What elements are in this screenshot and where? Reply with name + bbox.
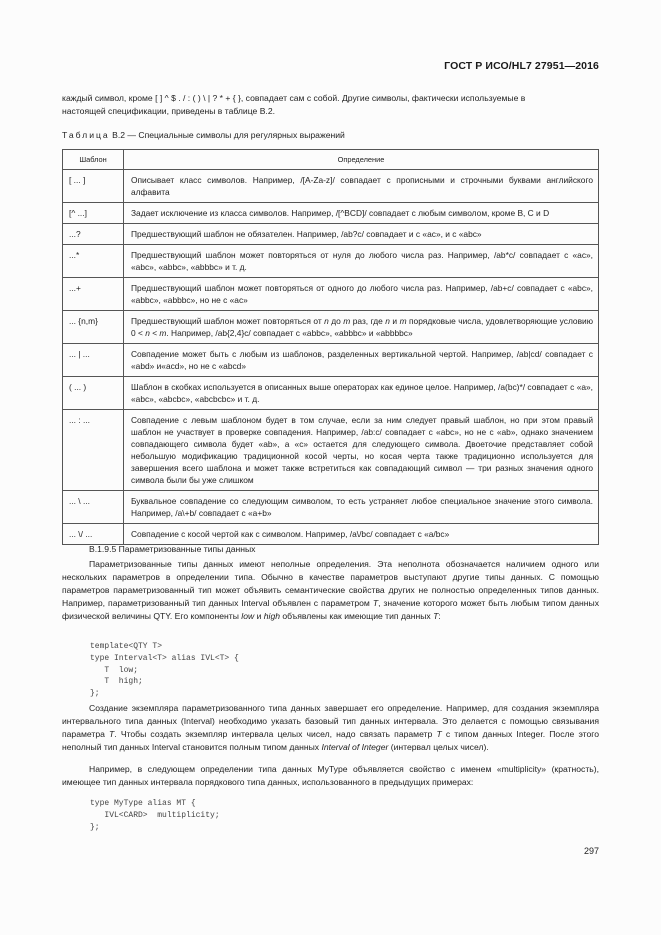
definition-text: . Например, /ab{2,4}c/ совпадает с «abbc», «abbbc» и «abbbbc» [166,328,413,338]
paragraph-text: . Чтобы создать экземпляр интервала целых чисел, надо связать параметр [114,729,437,739]
table-row [63,311,599,344]
pattern-cell: ... \ ... [63,491,124,524]
italic-interval-of-integer: Interval of Integer [321,742,389,752]
definition-cell: Описывает класс символов. Например, /[A-Za-z]/ совпадает с прописными и строчными буквами английского алфавита [124,170,599,203]
code-block-interval [90,641,239,700]
regex-symbols-table [62,149,599,545]
italic-n: n [324,316,329,326]
table-row [63,524,599,545]
section-paragraph-2 [62,702,599,754]
code-line: }; [90,822,100,832]
code-line: type MyType alias MT { [90,799,196,808]
pattern-cell: ... {n,m} [63,311,124,344]
definition-text: раз, где [350,316,386,326]
pattern-cell: ... : ... [63,410,124,491]
intro-line-2: настоящей спецификации, приведены в таблице В.2. [62,106,275,116]
table-row [63,410,599,491]
code-line: T low; [90,665,139,675]
definition-text: до [328,316,344,326]
paragraph-text: объявлены как имеющие тип данных [280,611,434,621]
definition-cell: Совпадение с косой чертой как с символом. Например, /a\/bc/ совпадает с «a/bc» [124,524,599,545]
table-header-row [63,150,599,170]
pattern-cell: ...* [63,245,124,278]
table-row [63,170,599,203]
italic-m: m [399,316,407,326]
definition-text: < [149,328,160,338]
definition-cell: Задает исключение из класса символов. Например, /[^BCD]/ совпадает с любым символом, кроме B, C и D [124,203,599,224]
code-line: }; [90,689,100,699]
table-row [63,203,599,224]
code-line: template<QTY T> [90,642,163,651]
definition-cell: Буквальное совпадение со следующим символом, то есть устраняет любое специальное значение этого символа. Например, /a\+b/ совпадает с «a+b» [124,491,599,524]
pattern-cell: ... \/ ... [63,524,124,545]
pattern-cell: ...? [63,224,124,245]
code-block-mytype [90,798,220,833]
page-number: 297 [583,846,599,856]
intro-paragraph [62,92,599,118]
section-paragraph-1 [62,558,599,623]
definition-cell: Шаблон в скобках используется в описанных выше операторах как единое целое. Например, /a(bc)*/ совпадает с «a», «abc», «abcbc», «abcbcbc» и т. д. [124,377,599,410]
table-row [63,224,599,245]
paragraph-text: с типом данных Integer. После этого неполный тип данных Interval становится полным типом данных [62,729,599,752]
italic-m: m [343,316,351,326]
italic-T: T [436,729,442,739]
table-row [63,278,599,311]
pattern-cell: ... | ... [63,344,124,377]
italic-T: T [433,611,439,621]
column-header-definition: Определение [124,150,599,170]
italic-n: n [385,316,390,326]
definition-cell: Предшествующий шаблон может повторяться от нуля до любого числа раз. Например, /ab*c/ совпадает с «ac», «abc», «abbc», «abbbc» и т. д. [124,245,599,278]
definition-cell: Предшествующий шаблон может повторяться от одного до любого числа раз. Например, /ab+c/ совпадает с «abc», «abbc», «abbbc», но не с «ac» [124,278,599,311]
italic-T: T [109,729,115,739]
paragraph-text: и [254,611,264,621]
code-line: type Interval<T> alias IVL<T> { [90,653,239,663]
italic-T: T [372,598,379,608]
paragraph-text: : [438,611,441,621]
table-row [63,491,599,524]
paragraph-text: , значение которого может быть любым типом данных физической величины QTY. Его компоненты [62,598,599,621]
italic-n: n [145,328,150,338]
italic-low: low [241,611,255,621]
definition-cell [124,311,599,344]
definition-text: порядковые числа, удовлетворяющие условию 0 < [131,316,594,338]
paragraph-text: Параметризованные типы данных имеют неполные определения. Эта неполнота обозначается наличием одного или нескольких параметров в определении типа. Обычно в качестве параметров выступают другие типы данных. С помощью параметров параметризованный тип может объявить семантические свойства других не полностью определенных типов данных. Например, параметризованный тип данных Interval объявлен с параметром [62,559,599,608]
column-header-pattern: Шаблон [63,150,124,170]
table-row [63,344,599,377]
intro-line-1: каждый символ, кроме [ ] ^ $ . / : ( ) \ | ? * + { }, совпадает сам с собой. Другие символы, фактически используемые в [62,93,526,103]
italic-m: m [159,328,167,338]
pattern-cell: [^ ...] [63,203,124,224]
section-heading: В.1.9.5 Параметризованные типы данных [89,544,256,554]
pattern-cell: ...+ [63,278,124,311]
definition-cell: Предшествующий шаблон не обязателен. Например, /ab?c/ совпадает и с «ac», и с «abc» [124,224,599,245]
table-caption-text: В.2 — Специальные символы для регулярных выражений [109,130,345,140]
definition-text: и [389,316,400,326]
section-paragraph-3: Например, в следующем определении типа данных MyType объявляется свойство с именем «multiplicity» (кратность), имеющее тип данных интервала порядкового типа данных, использованного в предыдущих примерах: [62,764,599,787]
definition-cell: Совпадение может быть с любым из шаблонов, разделенных вертикальной чертой. Например, /ab|cd/ совпадает с «abd» и«acd», но не с «abcd» [124,344,599,377]
code-line: IVL<CARD> multiplicity; [90,810,220,820]
paragraph-text: (интервал целых чисел). [388,742,489,752]
definition-cell: Совпадение с левым шаблоном будет в том случае, если за ним следует правый шаблон, но при этом правый шаблон не участвует в проверке совпадения. Например, /ab:c/ совпадает с «abc», но не с «ab», однако значением совпадающего символа будет «ab», а «c» остается для следующего символа. Двоеточие представляет собой небольшую модификацию традиционной косой черты, но косая черта также традиционно используется для завершения всего шаблона и может также встретиться как совпадающий символ — три разных значения одного символа были бы уже слишком [124,410,599,491]
paragraph-text: Создание экземпляра параметризованного типа данных завершает его определение. Например, для создания экземпляра интервального типа данных (Interval) необходимо указать базовый тип данных интервала. Это делается с помощью связывания параметра [62,703,599,739]
standard-header: ГОСТ Р ИСО/HL7 27951—2016 [444,60,599,72]
definition-text: Предшествующий шаблон может повторяться от [131,316,325,326]
pattern-cell: ( ... ) [63,377,124,410]
table-caption-prefix: Таблица [62,130,110,140]
table-caption [62,130,345,140]
code-line: T high; [90,677,143,687]
table-row [63,245,599,278]
italic-high: high [263,611,281,621]
table-row [63,377,599,410]
pattern-cell: [ ... ] [63,170,124,203]
